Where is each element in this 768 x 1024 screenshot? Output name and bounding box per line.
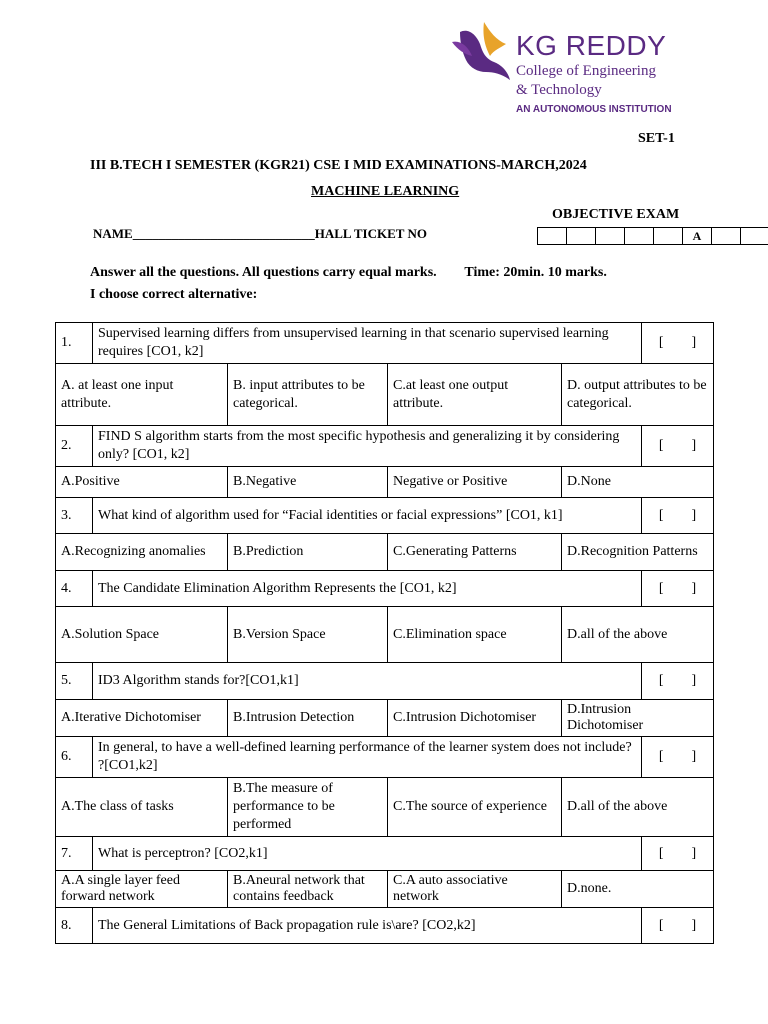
question-text: In general, to have a well-defined learning performance of the learner system does not include? ?[CO1,k2] (93, 737, 642, 778)
subject-title: MACHINE LEARNING (311, 184, 460, 199)
question-row (56, 571, 714, 607)
ticket-box[interactable] (538, 228, 567, 244)
options-row (56, 871, 714, 908)
answer-bracket[interactable]: [ ] (642, 571, 714, 607)
question-row (56, 323, 714, 364)
option-c[interactable]: C.The source of experience (388, 778, 562, 837)
name-hall-ticket-line: NAME____________________________HALL TICKET NO (93, 226, 427, 241)
option-c[interactable]: C.A auto associative network (388, 871, 562, 908)
section-heading: I choose correct alternative: (90, 287, 258, 302)
option-b[interactable]: B. input attributes to be categorical. (228, 364, 388, 426)
question-text: The General Limitations of Back propagation rule is\are? [CO2,k2] (93, 908, 642, 944)
logo-name: KG REDDY (516, 30, 667, 61)
ticket-box[interactable] (741, 228, 768, 244)
option-a[interactable]: A.A single layer feed forward network (56, 871, 228, 908)
eagle-logo-icon (450, 18, 514, 88)
option-a[interactable]: A.Positive (56, 467, 228, 498)
option-d[interactable]: D.None (562, 467, 714, 498)
question-text: What is perceptron? [CO2,k1] (93, 837, 642, 871)
ticket-box[interactable]: A (683, 228, 712, 244)
objective-exam-label: OBJECTIVE EXAM (552, 207, 680, 222)
ticket-box[interactable] (625, 228, 654, 244)
options-row (56, 607, 714, 663)
option-d[interactable]: D.Intrusion Dichotomiser (562, 700, 714, 737)
answer-bracket[interactable]: [ ] (642, 908, 714, 944)
option-a[interactable]: A.The class of tasks (56, 778, 228, 837)
ticket-box[interactable] (712, 228, 741, 244)
instructions: Answer all the questions. All questions carry equal marks. Time: 20min. 10 marks. (90, 265, 607, 280)
option-c[interactable]: Negative or Positive (388, 467, 562, 498)
option-d[interactable]: D.Recognition Patterns (562, 534, 714, 571)
ticket-box[interactable] (567, 228, 596, 244)
question-text: What kind of algorithm used for “Facial identities or facial expressions” [CO1, k1] (93, 498, 642, 534)
logo-line2: & Technology (516, 82, 602, 98)
option-c[interactable]: C.at least one output attribute. (388, 364, 562, 426)
option-c[interactable]: C.Generating Patterns (388, 534, 562, 571)
question-row (56, 426, 714, 467)
question-text: The Candidate Elimination Algorithm Represents the [CO1, k2] (93, 571, 642, 607)
option-d[interactable]: D.all of the above (562, 607, 714, 663)
question-number: 4. (56, 571, 93, 607)
set-label: SET-1 (638, 131, 675, 146)
question-row (56, 498, 714, 534)
logo-line1: College of Engineering (516, 63, 656, 79)
college-logo (450, 18, 680, 118)
hall-ticket-boxes[interactable] (537, 227, 768, 245)
options-row (56, 364, 714, 426)
options-row (56, 467, 714, 498)
questions-table (55, 322, 714, 944)
option-a[interactable]: A.Solution Space (56, 607, 228, 663)
answer-bracket[interactable]: [ ] (642, 498, 714, 534)
option-c[interactable]: C.Intrusion Dichotomiser (388, 700, 562, 737)
answer-bracket[interactable]: [ ] (642, 737, 714, 778)
question-row (56, 908, 714, 944)
option-a[interactable]: A. at least one input attribute. (56, 364, 228, 426)
question-number: 5. (56, 663, 93, 700)
ticket-box[interactable] (654, 228, 683, 244)
option-b[interactable]: B.Version Space (228, 607, 388, 663)
answer-bracket[interactable]: [ ] (642, 323, 714, 364)
question-text: FIND S algorithm starts from the most specific hypothesis and generalizing it by considering only? [CO1, k2] (93, 426, 642, 467)
options-row (56, 700, 714, 737)
option-a[interactable]: A.Recognizing anomalies (56, 534, 228, 571)
option-d[interactable]: D.none. (562, 871, 714, 908)
answer-bracket[interactable]: [ ] (642, 837, 714, 871)
option-b[interactable]: B.Intrusion Detection (228, 700, 388, 737)
options-row (56, 778, 714, 837)
question-text: Supervised learning differs from unsupervised learning in that scenario supervised learning requires [CO1, k2] (93, 323, 642, 364)
question-number: 1. (56, 323, 93, 364)
exam-title: III B.TECH I SEMESTER (KGR21) CSE I MID EXAMINATIONS-MARCH,2024 (90, 158, 587, 173)
option-d[interactable]: D.all of the above (562, 778, 714, 837)
question-number: 6. (56, 737, 93, 778)
question-number: 8. (56, 908, 93, 944)
logo-tagline: AN AUTONOMOUS INSTITUTION (516, 104, 672, 115)
ticket-box[interactable] (596, 228, 625, 244)
question-row (56, 737, 714, 778)
question-row (56, 663, 714, 700)
question-number: 3. (56, 498, 93, 534)
question-text: ID3 Algorithm stands for?[CO1,k1] (93, 663, 642, 700)
option-b[interactable]: B.Prediction (228, 534, 388, 571)
question-row (56, 837, 714, 871)
question-number: 7. (56, 837, 93, 871)
question-number: 2. (56, 426, 93, 467)
options-row (56, 534, 714, 571)
option-d[interactable]: D. output attributes to be categorical. (562, 364, 714, 426)
answer-bracket[interactable]: [ ] (642, 426, 714, 467)
option-b[interactable]: B.Aneural network that contains feedback (228, 871, 388, 908)
option-c[interactable]: C.Elimination space (388, 607, 562, 663)
option-b[interactable]: B.The measure of performance to be performed (228, 778, 388, 837)
option-b[interactable]: B.Negative (228, 467, 388, 498)
answer-bracket[interactable]: [ ] (642, 663, 714, 700)
option-a[interactable]: A.Iterative Dichotomiser (56, 700, 228, 737)
